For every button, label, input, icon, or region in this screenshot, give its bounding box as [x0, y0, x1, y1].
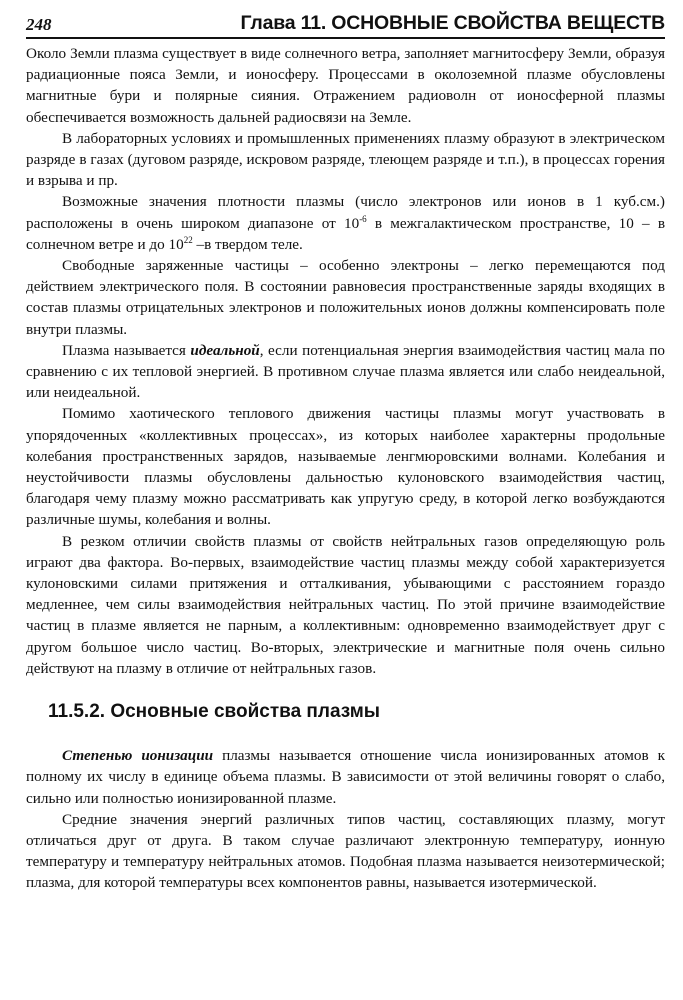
page-header [26, 12, 665, 39]
density-exponent-high: 22 [183, 234, 193, 245]
ideal-text-b: , если потенциальная энергия взаимодействия частиц мала по сравнению с их тепловой энергией. В противном случае плазма является или слабо неидеальной, или неидеальной. [26, 341, 666, 402]
paragraph-temperatures: Средние значения энергий различных типов частиц, составляющих плазму, могут отличаться друг от друга. В таком случае различают электронную температуру, ионную температуру и температуру нейтральных атомов. Подобная плазма называется неизотермической; плазма, для которой температуры всех компонентов равны, называется изотермической. [26, 810, 665, 892]
paragraph-collective-processes: Помимо хаотического теплового движения частицы плазмы могут участвовать в упорядоченных «коллективных процессах», из которых наиболее характерны продольные колебания пространственных зарядов, называемые ленгмюровскими волнами. Колебания и неустойчивости плазмы обусловлены дальностью кулоновского взаимодействия частиц, благодаря чему плазму можно рассматривать как упругую среду, в которой легко возбуждаются различные шумы, колебания и волны. [26, 405, 665, 529]
density-text-c: –в твердом теле. [192, 235, 303, 253]
term-ionization-degree: Степенью ионизации [62, 747, 214, 765]
density-text-b: в межгалактическом пространстве, 10 – в солнечном ветре и до 10 [26, 214, 665, 253]
paragraph-free-charges: Свободные заряженные частицы – особенно электроны – легко перемещаются под действием электрического поля. В состоянии равновесия пространственные заряды входящих в состав плазмы отрицательных электронов и положительных ионов должны компенсировать поле внутри плазмы. [26, 257, 665, 338]
section-heading: 11.5.2. Основные свойства плазмы [48, 701, 381, 723]
paragraph-magnetosphere: Около Земли плазма существует в виде солнечного ветра, заполняет магнитосферу Земли, образуя радиационные пояса Земли, и ионосферу. Процессами в околоземной плазме обусловлены магнитные бури и полярные сияния. Отражением радиоволн от ионосферной плазмы обеспечивается возможность дальней радиосвязи на Земле. [26, 45, 665, 126]
paragraph-two-factors: В резком отличии свойств плазмы от свойств нейтральных газов определяющую роль играют два фактора. Во-первых, взаимодействие частиц плазмы между собой характеризуется кулоновскими силами притяжения и отталкивания, убывающими с расстоянием гораздо медленнее, чем силы взаимодействия нейтральных частиц. По этой причине взаимодействие частиц в плазме является не парным, а коллективным: одновременно взаимодействует друг с другом большое число частиц. Во-вторых, электрические и магнитные поля очень сильно действуют на плазму в отличие от нейтральных газов. [26, 532, 665, 677]
paragraph-ionization-degree [26, 745, 665, 809]
paragraph-ideal-plasma [26, 340, 665, 404]
paragraph-density [26, 191, 665, 255]
paragraph-lab-conditions: В лабораторных условиях и промышленных применениях плазму образуют в электрическом разряде в газах (дуговом разряде, искровом разряде, тлеющем разряде и т.п.), в процессах горения и взрыва и пр. [26, 129, 665, 190]
ionization-text: плазмы называется отношение числа ионизированных атомов к полному их числу в единице объема плазмы. В зависимости от этой величины говорят о слабо, сильно или полностью ионизированной плазме. [26, 747, 666, 807]
page-number: 248 [26, 15, 52, 34]
ideal-text-a: Плазма называется [62, 341, 191, 359]
term-ideal: идеальной [190, 341, 260, 359]
density-exponent-low: -6 [359, 213, 367, 224]
density-text-a: Возможные значения плотности плазмы (число электронов или ионов в 1 куб.см.) расположены в очень широком диапазоне от 10 [26, 193, 665, 232]
running-title: Глава 11. ОСНОВНЫЕ СВОЙСТВА ВЕЩЕСТВ [240, 12, 665, 34]
